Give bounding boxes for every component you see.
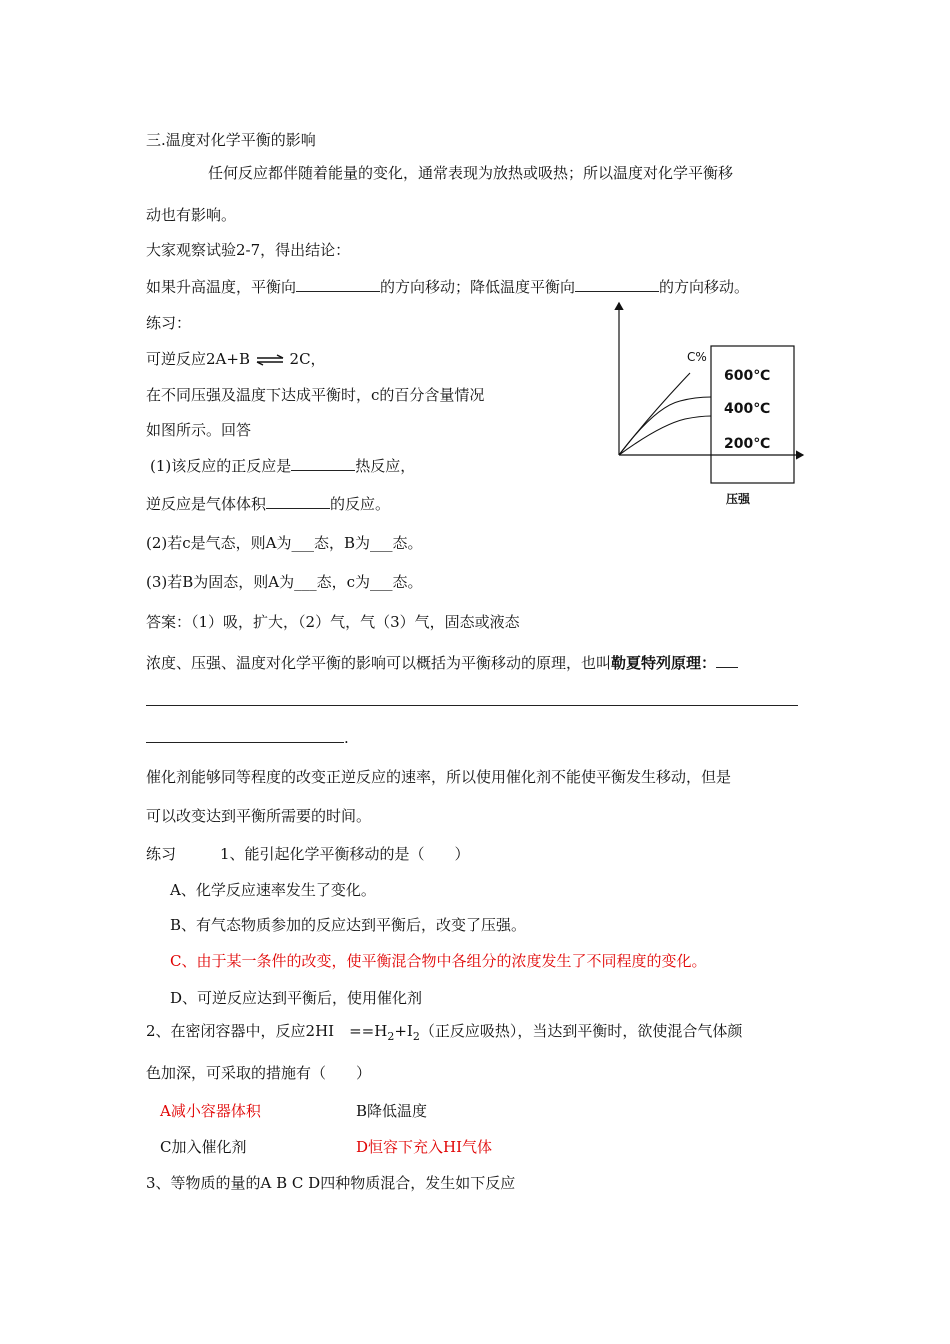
practice-label: 练习： [146, 314, 192, 332]
label-200: 200℃ [724, 436, 771, 452]
q1-text-b: 热反应， [355, 457, 416, 475]
question-1-line-2 [146, 493, 390, 514]
ex2-text-a: 2、在密闭容器中，反应2HI ==H [146, 1022, 388, 1040]
blank [575, 276, 659, 292]
blank-period: . [344, 729, 349, 747]
question-2: (2)若c是气态，则A为___态，B为___态。 [146, 534, 423, 552]
section-title: 三.温度对化学平衡的影响 [146, 131, 316, 149]
reversible-arrow-icon [256, 354, 284, 366]
subscript: 2 [387, 1030, 395, 1043]
blank [291, 455, 355, 471]
exercise-2-line-2: 色加深，可采取的措施有（ ） [146, 1064, 372, 1082]
ex2-option-d: D恒容下充入HI气体 [356, 1138, 493, 1156]
ex2-option-c: C加入催化剂 [160, 1138, 247, 1156]
q1-line2-b: 的反应。 [330, 495, 391, 513]
equilibrium-graph [600, 295, 820, 515]
option-b: B、有气态物质参加的反应达到平衡后，改变了压强。 [170, 916, 527, 934]
q1-line2-a: 逆反应是气体体积 [146, 495, 267, 513]
answer-blank-line-2 [146, 742, 344, 743]
conclusion-line [146, 276, 749, 297]
ex2-text-b: （正反应吸热），当达到平衡时，欲使混合气体颜 [419, 1022, 743, 1040]
intro-line-1: 任何反应都伴随着能量的变化，通常表现为放热或吸热；所以温度对化学平衡移 [208, 164, 734, 182]
x-axis-label: 压强 [726, 492, 751, 506]
option-a: A、化学反应速率发生了变化。 [170, 881, 376, 899]
q1-text-a: (1)该反应的正反应是 [150, 457, 292, 475]
label-400: 400℃ [724, 401, 771, 417]
conclusion-part-3: 的方向移动。 [659, 278, 750, 296]
principle-line [146, 652, 738, 673]
description-line-1: 在不同压强及温度下达成平衡时，c的百分含量情况 [146, 386, 485, 404]
blank [296, 276, 380, 292]
option-c-correct: C、由于某一条件的改变，使平衡混合物中各组分的浓度发生了不同程度的变化。 [170, 952, 707, 970]
curve-200 [619, 416, 711, 455]
label-600: 600℃ [724, 368, 771, 384]
blank [716, 652, 738, 668]
reaction-right: 2C， [289, 350, 326, 368]
catalyst-line-2: 可以改变达到平衡所需要的时间。 [146, 807, 372, 825]
description-line-2: 如图所示。回答 [146, 421, 252, 439]
principle-name: 勒夏特列原理： [611, 654, 717, 672]
curve-600 [619, 373, 690, 455]
exercise-1-label: 练习 [146, 845, 177, 863]
ex2-option-b: B降低温度 [356, 1102, 428, 1120]
ex2-option-a: A减小容器体积 [160, 1102, 261, 1120]
exercise-3: 3、等物质的量的A B C D四种物质混合，发生如下反应 [146, 1174, 516, 1192]
answer-blank-line-1 [146, 705, 798, 706]
answer-line: 答案：（1）吸，扩大，（2）气，气（3）气，固态或液态 [146, 613, 520, 631]
question-3: (3)若B为固态，则A为___态，c为___态。 [146, 573, 423, 591]
catalyst-line-1: 催化剂能够同等程度的改变正逆反应的速率，所以使用催化剂不能使平衡发生移动，但是 [146, 768, 732, 786]
conclusion-part-1: 如果升高温度，平衡向 [146, 278, 297, 296]
y-axis-label: C% [687, 350, 707, 364]
principle-text: 浓度、压强、温度对化学平衡的影响可以概括为平衡移动的原理，也叫 [146, 654, 612, 672]
reaction-left: 可逆反应2A+B [146, 350, 250, 368]
blank [266, 493, 330, 509]
conclusion-part-2: 的方向移动；降低温度平衡向 [380, 278, 576, 296]
subscript: 2 [412, 1030, 420, 1043]
graph-svg [600, 295, 820, 515]
option-d: D、可逆反应达到平衡后，使用催化剂 [170, 989, 423, 1007]
ex2-text-mid: +I [394, 1022, 413, 1040]
intro-line-2: 动也有影响。 [146, 206, 237, 224]
question-1-line-1 [150, 455, 415, 476]
exercise-1-question: 1、能引起化学平衡移动的是（ ） [220, 845, 470, 863]
exercise-2-line-1 [146, 1021, 742, 1047]
reaction-line [146, 349, 326, 369]
observe-line: 大家观察试验2-7，得出结论： [146, 241, 351, 259]
